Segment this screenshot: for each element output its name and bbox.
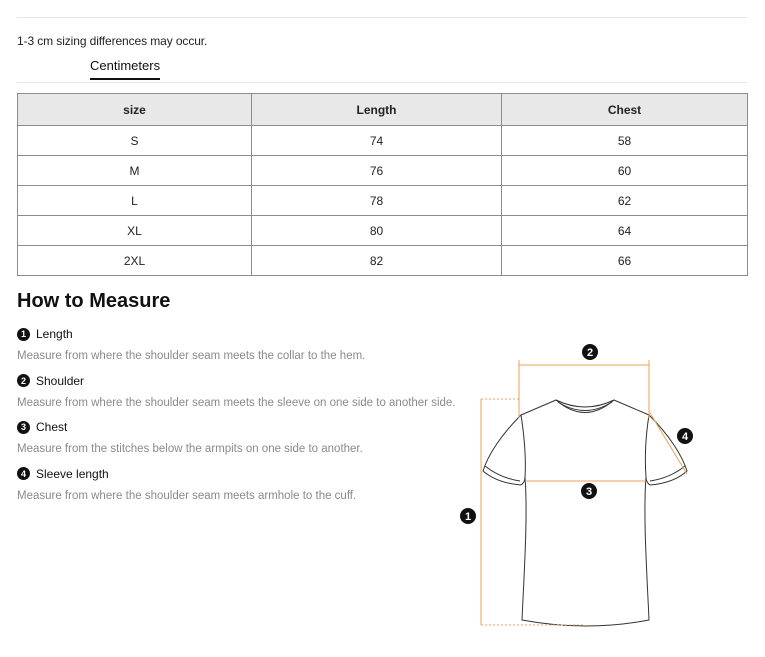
column-header-length: Length <box>252 94 502 126</box>
cell-length: 74 <box>252 126 502 156</box>
right-cuff-line <box>650 466 685 481</box>
cell-chest: 58 <box>502 126 748 156</box>
measure-description: Measure from where the shoulder seam meets the sleeve on one side to another side. <box>17 396 456 409</box>
cell-size: L <box>18 186 252 216</box>
tshirt-measurement-diagram <box>464 335 700 635</box>
table-row <box>18 216 748 246</box>
cell-chest: 62 <box>502 186 748 216</box>
number-2-icon: 2 <box>17 374 30 387</box>
measure-name: Chest <box>36 420 68 434</box>
cell-length: 76 <box>252 156 502 186</box>
tab-centimeters[interactable]: Centimeters <box>90 58 160 80</box>
measure-list <box>17 325 477 511</box>
measure-name: Shoulder <box>36 373 85 388</box>
cell-chest: 60 <box>502 156 748 186</box>
measure-description: Measure from where the shoulder seam meets the collar to the hem. <box>17 350 366 362</box>
measure-description: Measure from the stitches below the armpits on one side to another. <box>17 443 363 455</box>
table-row <box>18 186 748 216</box>
cell-length: 78 <box>252 186 502 216</box>
column-header-chest: Chest <box>502 94 748 126</box>
cell-size: XL <box>18 216 252 246</box>
measure-item-sleeve-length <box>17 465 477 512</box>
cell-length: 82 <box>252 246 502 276</box>
measure-description: Measure from where the shoulder seam meets armhole to the cuff. <box>17 489 357 502</box>
right-sleeve-seam <box>645 415 649 477</box>
marker-1 <box>460 508 476 524</box>
measure-item-chest <box>17 418 477 465</box>
tshirt-body-outline <box>483 400 687 626</box>
size-table <box>17 93 748 276</box>
measure-item-length <box>17 325 477 372</box>
cell-chest: 66 <box>502 246 748 276</box>
svg-text:1: 1 <box>464 511 472 523</box>
cell-size: S <box>18 126 252 156</box>
measure-name: Length <box>36 327 73 341</box>
sleeve-measure-line <box>650 413 687 474</box>
svg-text:2: 2 <box>586 347 594 359</box>
measure-item-shoulder <box>17 372 477 419</box>
cell-size: 2XL <box>18 246 252 276</box>
top-divider <box>17 17 747 18</box>
cell-chest: 64 <box>502 216 748 246</box>
tshirt-outline <box>483 400 687 626</box>
column-header-size: size <box>18 94 252 126</box>
table-row <box>18 126 748 156</box>
number-1-icon: 1 <box>17 328 30 341</box>
how-to-measure-title: How to Measure <box>17 290 171 312</box>
left-cuff-line <box>485 466 520 481</box>
marker-2 <box>582 344 598 360</box>
svg-text:3: 3 <box>585 486 593 498</box>
number-3-icon: 3 <box>17 421 30 434</box>
sizing-note: 1-3 cm sizing differences may occur. <box>17 34 208 48</box>
marker-3 <box>581 483 597 499</box>
cell-size: M <box>18 156 252 186</box>
number-4-icon: 4 <box>17 467 30 480</box>
svg-text:4: 4 <box>681 431 689 443</box>
marker-4 <box>677 428 693 444</box>
cell-length: 80 <box>252 216 502 246</box>
measure-name: Sleeve length <box>36 466 109 481</box>
table-header-row <box>18 94 748 126</box>
unit-tabs <box>17 56 747 83</box>
table-row <box>18 246 748 276</box>
table-row <box>18 156 748 186</box>
tshirt-collar-band <box>558 402 612 411</box>
left-sleeve-seam <box>521 415 525 477</box>
